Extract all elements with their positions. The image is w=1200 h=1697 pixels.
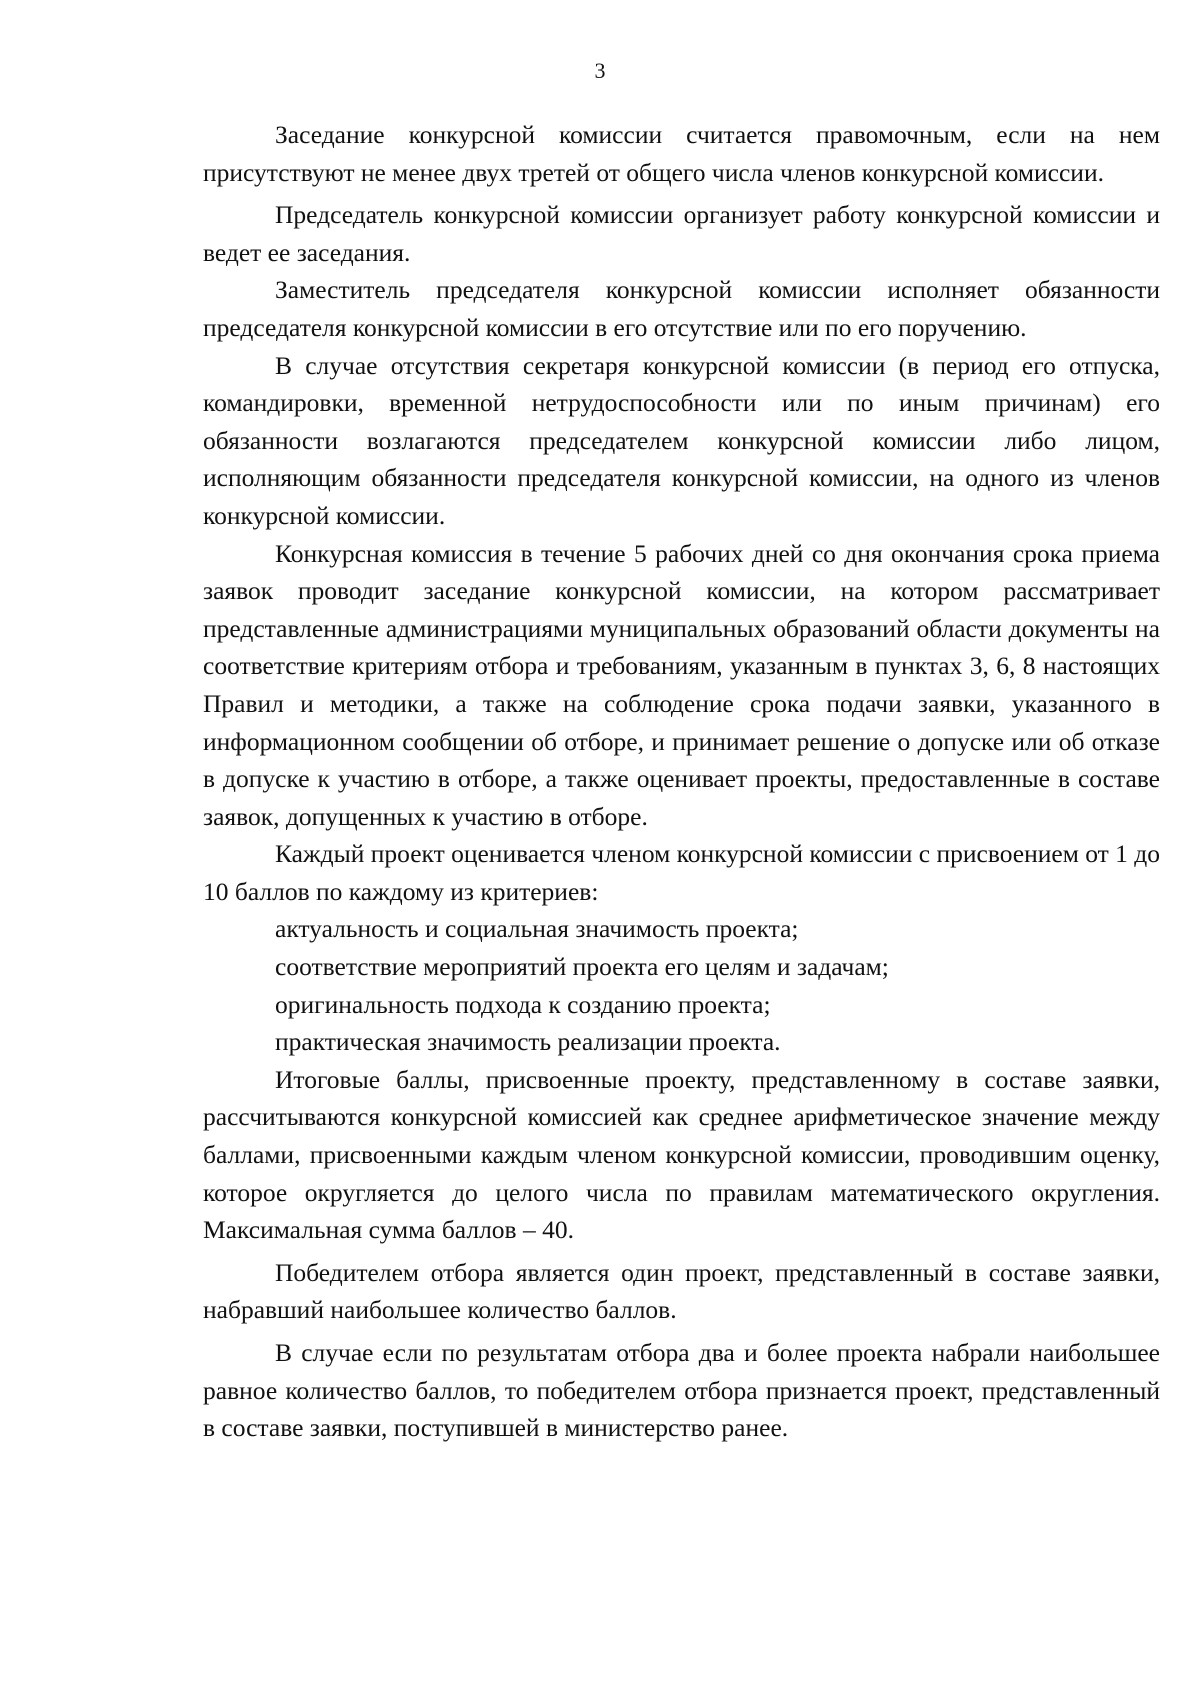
page-number: 3 xyxy=(594,58,606,83)
criterion-item: оригинальность подхода к созданию проекта; xyxy=(275,989,771,1019)
paragraph-chairman: Председатель конкурсной комиссии организует работу конкурсной комиссии и ведет ее заседания. xyxy=(203,200,1160,267)
criterion-item: практическая значимость реализации проекта. xyxy=(275,1027,781,1057)
paragraph-secretary-absence: В случае отсутствия секретаря конкурсной комиссии (в период его отпуска, командировки, временной нетрудоспособности или по иным причинам) его обязанности возлагаются председателем конкурсной комиссии либо лицом, исполняющим обязанности председателя конкурсной комиссии, на одного из членов конкурсной комиссии. xyxy=(203,350,1160,530)
paragraph-commission-review: Конкурсная комиссия в течение 5 рабочих дней со дня окончания срока приема заявок проводит заседание конкурсной комиссии, на котором рассматривает представленные администрациями муниципальных образований области документы на соответствие критериям отбора и требованиям, указанным в пунктах 3, 6, 8 настоящих Правил и методики, а также на соблюдение срока подачи заявки, указанного в информационном сообщении об отборе, и принимает решение о допуске или об отказе в допуске к участию в отборе, а также оценивает проекты, предоставленные в составе заявок, допущенных к участию в отборе. xyxy=(203,538,1160,831)
criterion-item: соответствие мероприятий проекта его целям и задачам; xyxy=(275,952,889,982)
paragraph-winner: Победителем отбора является один проект, представленный в составе заявки, набравший наибольшее количество баллов. xyxy=(203,1257,1160,1325)
document-body xyxy=(203,116,1160,1447)
paragraph-final-score: Итоговые баллы, присвоенные проекту, представленному в составе заявки, рассчитываются конкурсной комиссией как среднее арифметическое значение между баллами, присвоенными каждым членом конкурсной комиссии, проводившим оценку, которое округляется до целого числа по правилам математического округления. Максимальная сумма баллов – 40. xyxy=(203,1064,1160,1245)
criterion-item: актуальность и социальная значимость проекта; xyxy=(275,914,799,944)
paragraph-tie-break: В случае если по результатам отбора два и более проекта набрали наибольшее равное количество баллов, то победителем отбора признается проект, представленный в составе заявки, поступившей в министерство ранее. xyxy=(203,1338,1160,1443)
paragraph-scoring-intro: Каждый проект оценивается членом конкурсной комиссии с присвоением от 1 до 10 баллов по каждому из критериев: xyxy=(203,839,1161,906)
paragraph-deputy-chairman: Заместитель председателя конкурсной комиссии исполняет обязанности председателя конкурсной комиссии в его отсутствие или по его поручению. xyxy=(203,275,1160,342)
paragraph-quorum: Заседание конкурсной комиссии считается правомочным, если на нем присутствуют не менее двух третей от общего числа членов конкурсной комиссии. xyxy=(203,120,1160,187)
